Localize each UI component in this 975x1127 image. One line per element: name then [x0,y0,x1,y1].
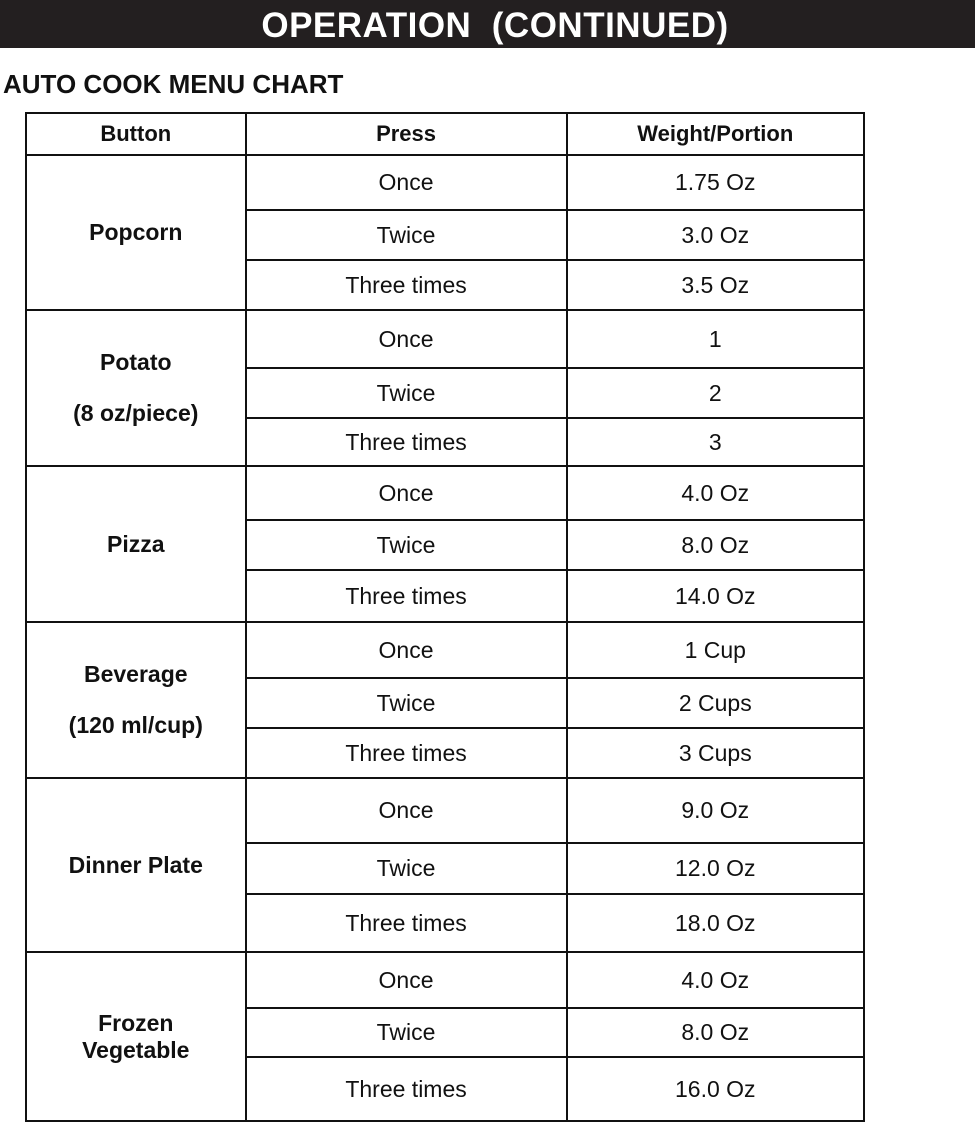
weight-portion-cell: 8.0 Oz [567,1008,864,1057]
table-row [26,466,864,520]
weight-portion-cell: 1.75 Oz [567,155,864,210]
table-header-row [26,113,864,155]
press-cell: Three times [246,260,567,310]
press-cell: Three times [246,570,567,622]
table-row [26,155,864,210]
button-name-line: Potato [100,349,172,375]
column-header-press: Press [246,113,567,155]
weight-portion-cell: 8.0 Oz [567,520,864,570]
weight-portion-cell: 3.0 Oz [567,210,864,260]
button-name-cell [26,622,246,778]
button-name-line: Beverage [83,661,188,687]
weight-portion-cell: 3 Cups [567,728,864,778]
weight-portion-cell: 2 Cups [567,678,864,728]
section-title: AUTO COOK MENU CHART [3,69,344,99]
column-header-button: Button [26,113,246,155]
press-cell: Once [246,466,567,520]
button-name-cell [26,778,246,952]
press-cell: Twice [246,1008,567,1057]
weight-portion-cell: 18.0 Oz [567,894,864,952]
weight-portion-cell: 4.0 Oz [567,952,864,1008]
table-row [26,310,864,368]
press-cell: Once [246,622,567,678]
press-cell: Three times [246,728,567,778]
press-cell: Twice [246,368,567,418]
column-header-weight: Weight/Portion [567,113,864,155]
line-gap [27,688,245,712]
weight-portion-cell: 16.0 Oz [567,1057,864,1121]
press-cell: Three times [246,894,567,952]
button-name-cell [26,155,246,310]
table-row [26,952,864,1008]
press-cell: Twice [246,843,567,894]
line-gap [27,376,245,400]
auto-cook-menu-table [25,112,865,1122]
weight-portion-cell: 1 [567,310,864,368]
press-cell: Twice [246,520,567,570]
weight-portion-cell: 3.5 Oz [567,260,864,310]
button-name-cell [26,310,246,466]
button-name-line: Dinner Plate [68,851,203,878]
press-cell: Once [246,952,567,1008]
table-row [26,622,864,678]
weight-portion-cell: 9.0 Oz [567,778,864,843]
weight-portion-cell: 2 [567,368,864,418]
button-name-cell [26,466,246,622]
header-bar [0,0,975,48]
weight-portion-cell: 14.0 Oz [567,570,864,622]
table-body [26,155,864,1121]
press-cell: Three times [246,1057,567,1121]
button-name-cell [26,952,246,1121]
press-cell: Once [246,310,567,368]
button-name-line: Vegetable [82,1036,190,1063]
table-row [26,778,864,843]
press-cell: Three times [246,418,567,466]
page-title: OPERATION (CONTINUED) [261,6,729,45]
press-cell: Twice [246,210,567,260]
button-name-line: Pizza [107,530,165,557]
button-name-line: Popcorn [89,219,183,245]
press-cell: Twice [246,678,567,728]
weight-portion-cell: 3 [567,418,864,466]
weight-portion-cell: 4.0 Oz [567,466,864,520]
button-name-line: (8 oz/piece) [73,400,199,426]
press-cell: Once [246,155,567,210]
button-name-line: (120 ml/cup) [68,712,203,738]
weight-portion-cell: 12.0 Oz [567,843,864,894]
button-name-line: Frozen [98,1009,174,1036]
weight-portion-cell: 1 Cup [567,622,864,678]
press-cell: Once [246,778,567,843]
